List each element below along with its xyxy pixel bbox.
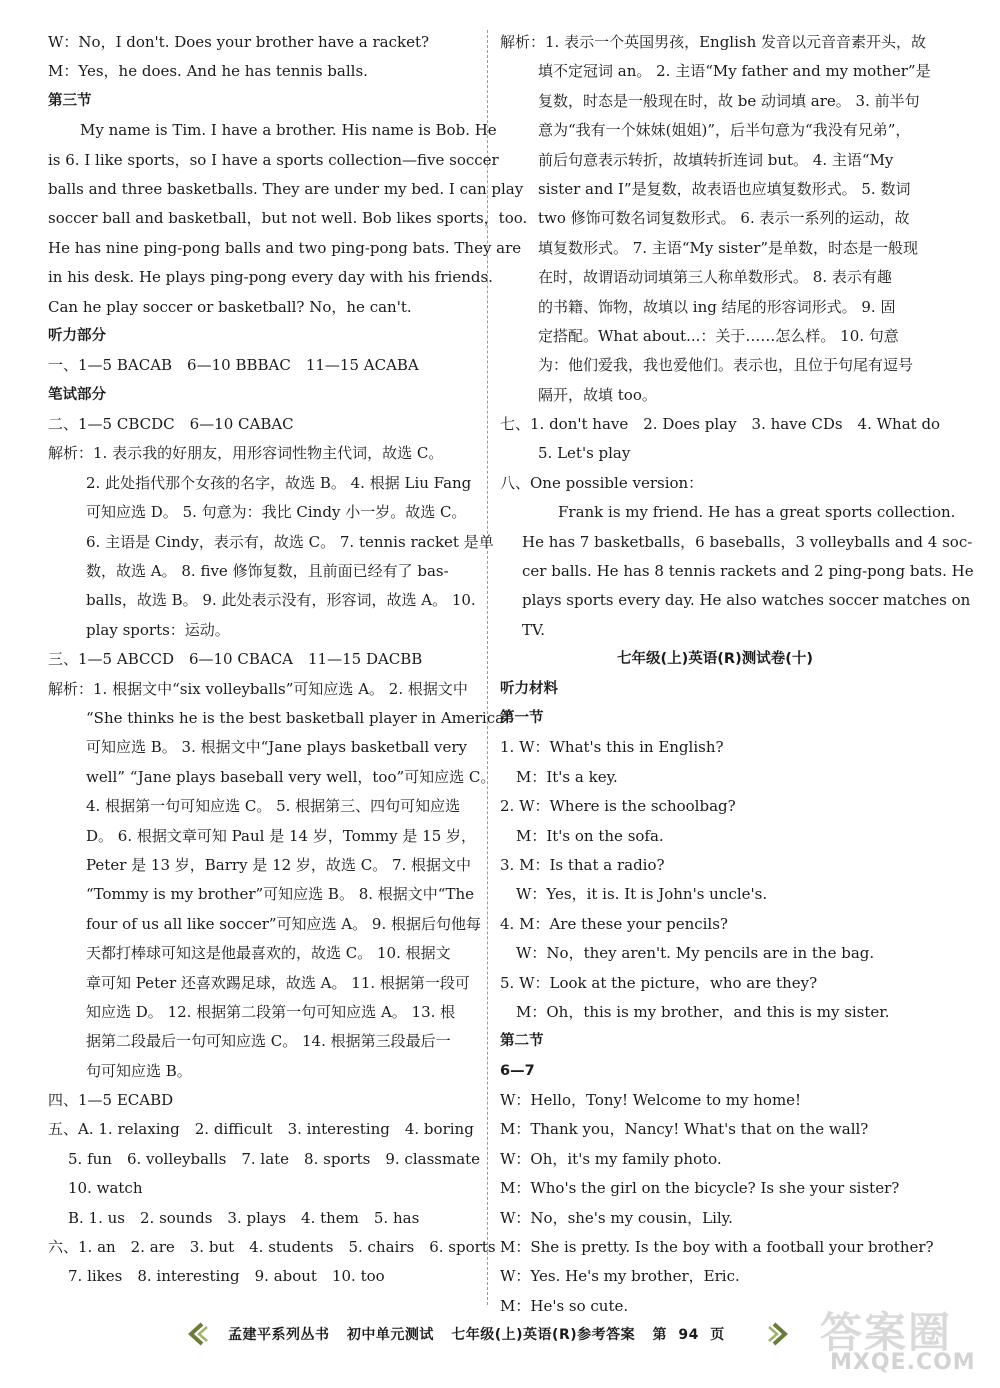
right-column-line: two 修饰可数名词复数形式。 6. 表示一系列的运动，故 xyxy=(538,209,910,228)
left-column-line: 天都打棒球可知这是他最喜欢的，故选 C。 10. 根据文 xyxy=(86,944,451,963)
left-column-line: M：Yes，he does. And he has tennis balls. xyxy=(48,62,368,81)
right-column-line: 意为“我有一个妹妹(姐姐)”，后半句意为“我没有兄弟”， xyxy=(538,121,911,140)
footer-page-prefix: 第 xyxy=(652,1327,667,1343)
left-column-line: 可知应选 B。 3. 根据文中“Jane plays basketball very xyxy=(86,738,467,757)
left-column-line: 4. 根据第一句可知应选 C。 5. 根据第三、四句可知应选 xyxy=(86,797,461,816)
right-column-line: 3. M：Is that a radio? xyxy=(500,855,665,874)
left-column-line: soccer ball and basketball，but not well. Bob likes sports，too. xyxy=(48,209,528,228)
right-column-line: W：No，they aren't. My pencils are in the bag. xyxy=(516,944,875,963)
left-column-line: in his desk. He plays ping-pong every day with his friends. xyxy=(48,268,493,287)
left-column-line: 7. likes 8. interesting 9. about 10. too xyxy=(68,1267,385,1286)
right-column-line: W：Yes. He's my brother，Eric. xyxy=(500,1267,740,1286)
footer-page-suffix: 页 xyxy=(710,1327,725,1343)
left-column-line: 听力部分 xyxy=(48,327,106,344)
right-column-line: 解析：1. 表示一个英国男孩，English 发音以元音音素开头，故 xyxy=(500,33,927,51)
right-column-line: W：No，she's my cousin，Lily. xyxy=(500,1208,733,1227)
right-column-line: 1. W：What's this in English? xyxy=(500,738,724,757)
left-column-line: 第三节 xyxy=(48,92,92,109)
right-column-line: 填复数形式。 7. 主语“My sister”是单数，时态是一般现 xyxy=(538,238,919,257)
left-column-line: D。 6. 根据文章可知 Paul 是 14 岁，Tommy 是 15 岁， xyxy=(86,826,477,845)
left-column-line: 2. 此处指代那个女孩的名字，故选 B。 4. 根据 Liu Fang xyxy=(86,473,472,492)
right-column-line: 填不定冠词 an。 2. 主语“My father and my mother”是 xyxy=(538,62,931,81)
left-column-line: 6. 主语是 Cindy，表示有，故选 C。 7. tennis racket 是单 xyxy=(86,532,494,551)
left-column-line: 章可知 Peter 还喜欢踢足球，故选 A。 11. 根据第一段可 xyxy=(86,973,470,992)
right-column xyxy=(500,28,974,1321)
left-column-line: 五、A. 1. relaxing 2. difficult 3. interesting 4. boring xyxy=(48,1120,474,1139)
left-column-line: 知应选 D。 12. 根据第二段第一句可知应选 A。 13. 根 xyxy=(86,1002,456,1021)
left-column-line: 四、1—5 ECABD xyxy=(48,1091,174,1110)
left-column-line: “Tommy is my brother”可知应选 B。 8. 根据文中“The xyxy=(86,885,475,904)
right-column-line: 在时，故谓语动词填第三人称单数形式。 8. 表示有趣 xyxy=(538,268,892,287)
left-column-line: 二、1—5 CBCDC 6—10 CABAC xyxy=(48,415,294,434)
left-column-line: B. 1. us 2. sounds 3. plays 4. them 5. has xyxy=(68,1208,420,1227)
left-column-line: 三、1—5 ABCCD 6—10 CBACA 11—15 DACBB xyxy=(48,650,423,669)
left-column-line: “She thinks he is the best basketball player in America” xyxy=(86,708,512,727)
footer-text xyxy=(228,1324,737,1344)
left-column-line: Peter 是 13 岁，Barry 是 12 岁，故选 C。 7. 根据文中 xyxy=(86,855,472,874)
footer-subject: 七年级(上)英语(R)参考答案 xyxy=(451,1327,636,1343)
footer-book: 初中单元测试 xyxy=(346,1327,434,1343)
right-column-line: 隔开，故填 too。 xyxy=(538,385,657,404)
left-column-line: Can he play soccer or basketball? No，he can't. xyxy=(48,297,412,316)
left-column-line: four of us all like soccer”可知应选 A。 9. 根据后句他每 xyxy=(86,914,481,933)
left-column-line: 解析：1. 根据文中“six volleyballs”可知应选 A。 2. 根据文中 xyxy=(48,679,468,698)
right-column-line: M：He's so cute. xyxy=(500,1296,629,1315)
right-column-line: 七、1. don't have 2. Does play 3. have CDs 4. What do xyxy=(500,415,941,434)
right-column-line: 2. W：Where is the schoolbag? xyxy=(500,797,736,816)
watermark-text: 答案圈 xyxy=(820,1308,953,1357)
right-column-line: 前后句意表示转折，故填转折连词 but。 4. 主语“My xyxy=(538,150,894,169)
left-column-line: 10. watch xyxy=(68,1179,143,1198)
left-column-line: play sports：运动。 xyxy=(86,620,230,639)
left-column-line: is 6. I like sports，so I have a sports collection—five soccer xyxy=(48,150,499,169)
right-column-line: cer balls. He has 8 tennis rackets and 2 ping-pong bats. He xyxy=(522,562,974,581)
right-column-line: W：Yes，it is. It is John's uncle's. xyxy=(516,885,768,904)
left-column-line: 数，故选 A。 8. five 修饰复数，且前面已经有了 bas- xyxy=(86,562,449,581)
left-column-line: 笔试部分 xyxy=(48,386,106,403)
right-column-line: M：Who's the girl on the bicycle? Is she your sister? xyxy=(500,1179,900,1198)
right-column-line: M：Thank you，Nancy! What's that on the wall? xyxy=(500,1120,869,1139)
left-column-line: W：No，I don't. Does your brother have a racket? xyxy=(48,33,430,51)
right-column-line: M：It's on the sofa. xyxy=(516,826,664,845)
right-column-line: W：Oh，it's my family photo. xyxy=(500,1149,722,1168)
right-column-line: sister and I”是复数，故表语也应填复数形式。 5. 数词 xyxy=(538,179,911,198)
right-column-line: TV. xyxy=(522,620,545,639)
left-column-line: balls，故选 B。 9. 此处表示没有，形容词，故选 A。 10. xyxy=(86,591,476,610)
right-column-line: 5. W：Look at the picture，who are they? xyxy=(500,973,818,992)
watermark xyxy=(820,1300,990,1380)
left-column-line: 据第二段最后一句可知应选 C。 14. 根据第三段最后一 xyxy=(86,1032,451,1051)
chevron-left-icon xyxy=(186,1322,208,1346)
right-column-line: 5. Let's play xyxy=(538,444,631,463)
left-column-line: 一、1—5 BACAB 6—10 BBBAC 11—15 ACABA xyxy=(48,356,419,375)
left-column-line: well” “Jane plays baseball very well，too”可知应选 C。 xyxy=(86,767,496,786)
right-column-line: M：It's a key. xyxy=(516,767,618,786)
chevron-right-icon xyxy=(768,1322,790,1346)
left-column-line: 可知应选 D。 5. 句意为：我比 Cindy 小一岁。故选 C。 xyxy=(86,503,467,522)
footer-series: 孟建平系列丛书 xyxy=(228,1327,330,1343)
left-column-line: 句可知应选 B。 xyxy=(86,1061,192,1080)
watermark-url: MXQE.COM xyxy=(830,1350,976,1375)
right-column-line: 七年级(上)英语(R)测试卷(十) xyxy=(617,651,813,668)
right-column-line: He has 7 basketballs，6 baseballs，3 volleyballs and 4 soc- xyxy=(522,532,973,551)
right-column-line: 6—7 xyxy=(500,1062,535,1079)
right-column-line: 定搭配。What about...：关于……怎么样。 10. 句意 xyxy=(538,326,899,345)
left-column-line: 六、1. an 2. are 3. but 4. students 5. chairs 6. sports xyxy=(48,1238,496,1257)
left-column-line: He has nine ping-pong balls and two ping-pong bats. They are xyxy=(48,238,522,257)
left-column-line: 5. fun 6. volleyballs 7. late 8. sports 9. classmate xyxy=(68,1149,481,1168)
right-column-line: Frank is my friend. He has a great sports collection. xyxy=(558,503,956,522)
left-column-line: balls and three basketballs. They are under my bed. I can play xyxy=(48,179,524,198)
right-column-line: 为：他们爱我，我也爱他们。表示也，且位于句尾有逗号 xyxy=(538,356,914,375)
right-column-line: 4. M：Are these your pencils? xyxy=(500,914,728,933)
right-column-line: 第一节 xyxy=(500,709,544,726)
right-column-line: plays sports every day. He also watches soccer matches on xyxy=(522,591,971,610)
left-column-line: 解析：1. 表示我的好朋友，用形容词性物主代词，故选 C。 xyxy=(48,444,444,463)
left-column-line: My name is Tim. I have a brother. His name is Bob. He xyxy=(80,121,497,140)
right-column-line: 第二节 xyxy=(500,1033,544,1050)
right-column-line: 听力材料 xyxy=(500,680,558,697)
right-column-line: M：Oh，this is my brother，and this is my sister. xyxy=(516,1002,890,1021)
right-column-line: W：Hello，Tony! Welcome to my home! xyxy=(500,1091,802,1110)
right-column-line: M：She is pretty. Is the boy with a football your brother? xyxy=(500,1238,934,1257)
right-column-line: 八、One possible version： xyxy=(500,473,704,492)
right-column-line: 的书籍、饰物，故填以 ing 结尾的形容词形式。 9. 固 xyxy=(538,297,896,316)
right-column-line: 复数，时态是一般现在时，故 be 动词填 are。 3. 前半句 xyxy=(538,91,920,110)
page-number: 94 xyxy=(678,1327,699,1343)
